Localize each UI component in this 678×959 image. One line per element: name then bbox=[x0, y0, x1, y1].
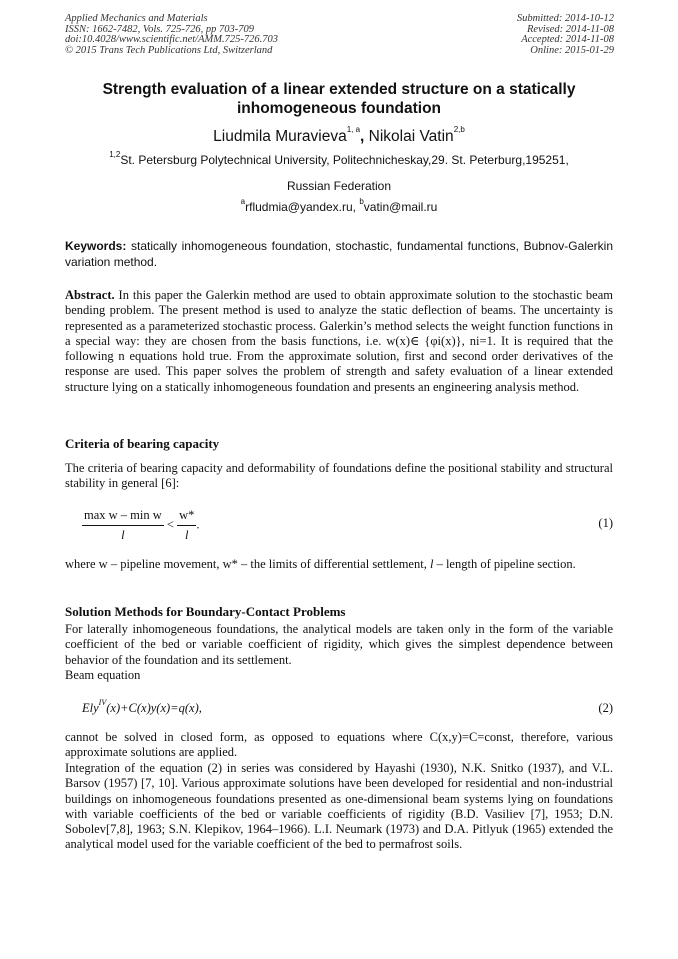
author-2-sup: 2,b bbox=[453, 125, 465, 134]
keywords-text: statically inhomogeneous foundation, stochastic, fundamental functions, Bubnov-Galerkin variation method. bbox=[65, 239, 613, 269]
journal-header-left bbox=[65, 14, 395, 56]
email-separator: , bbox=[352, 200, 360, 214]
email-b-sup: b bbox=[359, 197, 364, 206]
section1-paragraph: The criteria of bearing capacity and deformability of foundations define the positional stability and structural stability in general [6]: bbox=[65, 461, 613, 491]
section2-p1-text: For laterally inhomogeneous foundations, the analytical models are taken only in the form of the variable coefficient of the bed or variable coefficient of rigidity, which gives the simplest dependence between behavior of the foundation and its settlement. bbox=[65, 622, 613, 667]
journal-name: Applied Mechanics and Materials bbox=[65, 13, 208, 24]
section2-paragraph-1 bbox=[65, 622, 613, 683]
equation-2 bbox=[82, 698, 202, 716]
date-revised: Revised: 2014-11-08 bbox=[527, 23, 614, 35]
abstract bbox=[65, 288, 613, 395]
journal-copyright: © 2015 Trans Tech Publications Ltd, Switzerland bbox=[65, 44, 273, 56]
section2-paragraph-2: cannot be solved in closed form, as opposed to equations where C(x,y)=C=const, therefore, various approximate solutions are applied. bbox=[65, 730, 613, 760]
paper-title-line2: inhomogeneous foundation bbox=[236, 100, 442, 117]
eq1-right-fraction bbox=[177, 508, 196, 543]
eq2-sup: IV bbox=[98, 698, 107, 707]
equation-2-number: (2) bbox=[598, 701, 613, 715]
journal-issn: ISSN: 1662-7482, Vols. 725-726, pp 703-709 bbox=[65, 23, 254, 35]
journal-doi: doi:10.4028/www.scientific.net/AMM.725-726.703 bbox=[65, 34, 278, 45]
eq1-left-denominator: l bbox=[121, 528, 125, 542]
keywords bbox=[65, 238, 613, 270]
section2-beam-equation-label: Beam equation bbox=[65, 667, 141, 682]
date-accepted: Accepted: 2014-11-08 bbox=[521, 34, 614, 45]
affiliation-sup: 1,2 bbox=[109, 150, 121, 159]
eq1-less-than: < bbox=[166, 517, 174, 532]
equation-1-number: (1) bbox=[598, 516, 613, 530]
section-heading-solution-methods: Solution Methods for Boundary-Contact Problems bbox=[65, 604, 346, 619]
eq2-part-b: (x)+C(x)y(x)=q(x), bbox=[106, 701, 202, 715]
equation-1 bbox=[82, 508, 200, 543]
author-1-sup: 1, a bbox=[346, 125, 361, 134]
where-text-b: – length of pipeline section. bbox=[433, 557, 576, 571]
paper-title-line1: Strength evaluation of a linear extended structure on a statically bbox=[102, 81, 576, 98]
email-a[interactable]: rfludmia@yandex.ru bbox=[245, 200, 353, 214]
authors bbox=[65, 125, 613, 146]
email-b[interactable]: vatin@mail.ru bbox=[363, 200, 438, 214]
author-1-name: Liudmila Muravieva bbox=[213, 128, 347, 145]
date-online: Online: 2015-01-29 bbox=[530, 44, 614, 56]
eq1-period: . bbox=[196, 517, 200, 532]
section-heading-criteria: Criteria of bearing capacity bbox=[65, 436, 220, 451]
emails bbox=[65, 197, 613, 214]
abstract-label: Abstract. bbox=[65, 288, 115, 302]
eq1-left-fraction bbox=[82, 508, 164, 543]
section2-paragraph-3: Integration of the equation (2) in series was considered by Hayashi (1930), N.K. Snitko (1937), and V.L. Barsov (1957) [7, 10]. Various approximate solutions have been developed for residential and non-industrial buildings on inhomogeneous foundations presented as one-dimensional beam systems lying on foundations with variable coefficients of the bed or variable coefficients of rigidity (B.D. Vasiliev [7], 1953; D.N. Sobolev[7,8], 1963; S.N. Klepikov, 1964–1966). L.I. Neumark (1973) and D.A. Pitlyuk (1965) extended the analytical model used for the variable coefficient of the bed to permafrost soils. bbox=[65, 761, 613, 852]
paper-title bbox=[65, 80, 613, 118]
affiliation-line2: Russian Federation bbox=[286, 179, 392, 193]
date-submitted: Submitted: 2014-10-12 bbox=[516, 13, 614, 24]
email-a-sup: a bbox=[240, 197, 246, 206]
affiliation bbox=[65, 150, 613, 167]
author-2-name: Nikolai Vatin bbox=[368, 128, 454, 145]
author-separator: , bbox=[360, 128, 369, 145]
eq1-right-denominator: l bbox=[184, 528, 189, 542]
eq1-left-numerator: max w – min w bbox=[82, 508, 164, 526]
where-text-l: l bbox=[429, 557, 434, 571]
journal-header-right bbox=[354, 14, 614, 56]
eq1-right-numerator: w* bbox=[177, 508, 196, 526]
keywords-label: Keywords: bbox=[65, 239, 127, 253]
where-text-a: where w – pipeline movement, w* – the limits of differential settlement, bbox=[65, 557, 430, 571]
section1-paragraph-2 bbox=[65, 557, 613, 572]
affiliation-line1: St. Petersburg Polytechnical University, Politechnicheskay,29. St. Peterburg,195251, bbox=[120, 153, 569, 167]
abstract-text: In this paper the Galerkin method are used to obtain approximate solution to the stochastic beam bending problem. The present method is used to analyze the static deflection of beams. The uncertainty is represented as a parameterized stochastic process. Galerkin’s method selects the weight function functions in a special way: they are chosen from the basis functions, i.e. w(x)∈ {φi(x)}, ni=1. It is required that the following n equations hold true. From the approximate solution, first and second order derivatives of the response are used. This paper solves the problem of strength and safety evaluation of a linear extended structure lying on a statically inhomogeneous foundation and presents an engineering analysis method. bbox=[65, 288, 613, 394]
eq2-part-a: Ely bbox=[82, 701, 99, 715]
